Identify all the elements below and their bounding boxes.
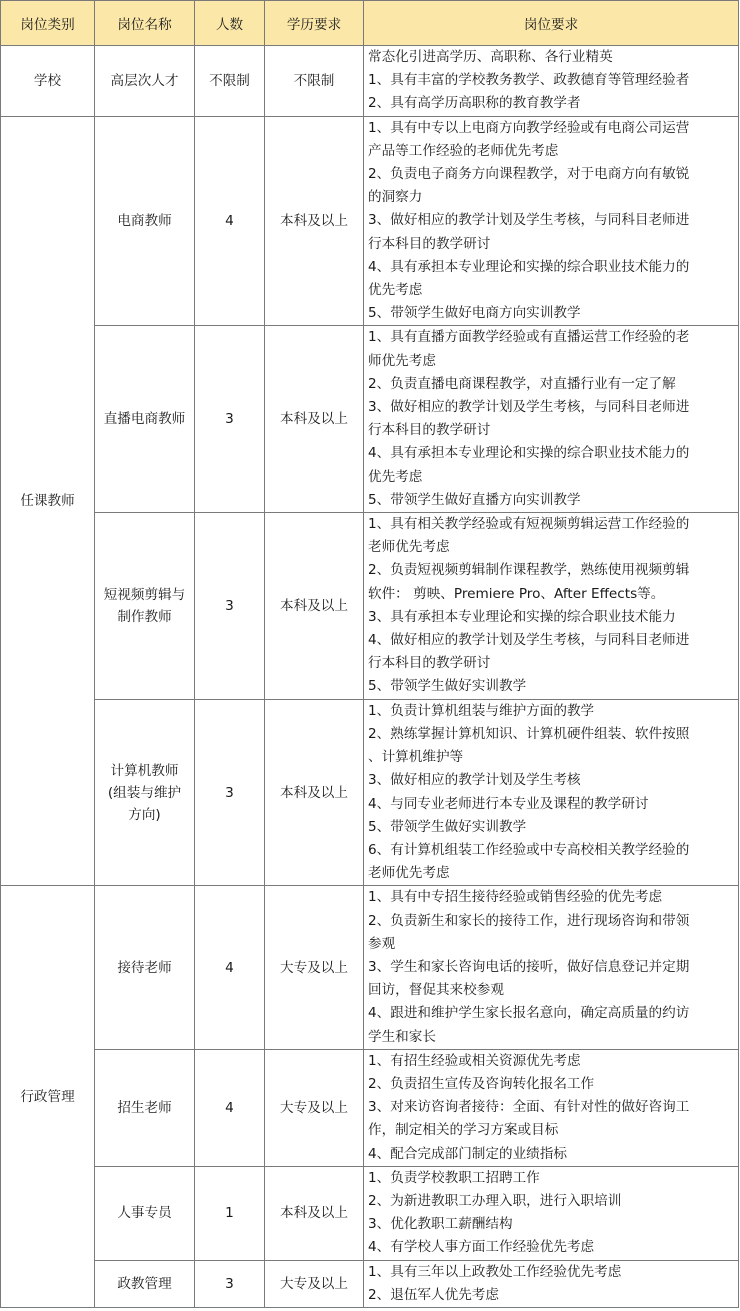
requirement-line: 1、具有中专招生接待经验或销售经验的优先考虑 <box>368 889 663 906</box>
position-name-cell: 政教管理 <box>95 1260 195 1307</box>
category-cell: 学校 <box>1 46 95 117</box>
education-cell: 本科及以上 <box>265 513 364 700</box>
requirement-line: 4、跟进和维护学生家长报名意向，确定高质量的约访 <box>368 1005 690 1022</box>
table-row <box>1 1260 739 1307</box>
requirement-line: 2、退伍军人优先考虑 <box>368 1286 499 1303</box>
requirement-line: 学生和家长 <box>368 1028 436 1045</box>
education-cell: 大专及以上 <box>265 886 364 1049</box>
requirements-cell <box>364 116 739 326</box>
requirement-line: 4、有学校人事方面工作经验优先考虑 <box>368 1239 595 1256</box>
requirement-line: 3、做好相应的教学计划及学生考核 <box>368 772 581 789</box>
requirement-line: 3、具有承担本专业理论和实操的综合职业技术能力 <box>368 608 676 625</box>
requirement-line: 、计算机维护等 <box>368 749 464 766</box>
requirements-cell <box>364 699 739 886</box>
requirements-cell <box>364 513 739 700</box>
position-name-cell: 接待老师 <box>95 886 195 1049</box>
requirement-line: 3、学生和家长咨询电话的接听，做好信息登记并定期 <box>368 958 690 975</box>
position-name-line: 短视频剪辑与 <box>103 586 186 603</box>
table-row <box>1 699 739 886</box>
education-cell: 大专及以上 <box>265 1049 364 1166</box>
requirement-line: 回访，督促其来校参观 <box>368 982 504 999</box>
table-row <box>1 46 739 117</box>
requirements-cell <box>364 1260 739 1307</box>
count-cell: 3 <box>195 1260 265 1307</box>
requirement-line: 4、做好相应的教学计划及学生考核，与同科目老师进 <box>368 632 690 649</box>
requirement-line: 行本科目的教学研讨 <box>368 655 491 672</box>
position-name-line: 制作教师 <box>117 608 172 625</box>
requirement-line: 2、负责招生宣传及咨询转化报名工作 <box>368 1075 595 1092</box>
requirement-line: 4、配合完成部门制定的业绩指标 <box>368 1145 567 1162</box>
requirement-line: 参观 <box>368 935 396 952</box>
count-cell: 3 <box>195 513 265 700</box>
requirement-line: 5、带领学生做好实训教学 <box>368 678 527 695</box>
count-cell: 4 <box>195 886 265 1049</box>
requirement-line: 1、具有相关教学经验或有短视频剪辑运营工作经验的 <box>368 516 690 533</box>
header-education: 学历要求 <box>265 1 364 46</box>
requirement-line: 2、负责新生和家长的接待工作，进行现场咨询和带领 <box>368 912 690 929</box>
requirement-line: 常态化引进高学历、高职称、各行业精英 <box>368 49 613 65</box>
requirements-cell <box>364 326 739 513</box>
position-name-line: 方向) <box>128 806 161 823</box>
requirement-line: 5、带领学生做好电商方向实训教学 <box>368 305 581 322</box>
requirement-line: 5、带领学生做好直播方向实训教学 <box>368 491 581 508</box>
requirement-line: 1、有招生经验或相关资源优先考虑 <box>368 1052 581 1069</box>
requirement-line: 1、具有直播方面教学经验或有直播运营工作经验的老 <box>368 329 690 346</box>
requirement-line: 老师优先考虑 <box>368 539 450 556</box>
requirement-line: 2、负责电子商务方向课程教学，对于电商方向有敏锐 <box>368 166 690 183</box>
requirement-line: 3、做好相应的教学计划及学生考核，与同科目老师进 <box>368 399 690 416</box>
requirements-cell <box>364 886 739 1049</box>
requirement-line: 2、具有高学历高职称的教育教学者 <box>368 95 581 112</box>
requirements-cell <box>364 1049 739 1166</box>
requirement-line: 1、负责学校教职工招聘工作 <box>368 1169 540 1186</box>
requirements-cell <box>364 1166 739 1260</box>
requirement-line: 4、具有承担本专业理论和实操的综合职业技术能力的 <box>368 258 690 275</box>
requirement-line: 2、熟练掌握计算机知识、计算机硬件组装、软件按照 <box>368 725 690 742</box>
requirement-line: 的洞察力 <box>368 189 423 206</box>
header-count: 人数 <box>195 1 265 46</box>
requirement-line: 师优先考虑 <box>368 352 436 369</box>
requirement-line: 行本科目的教学研讨 <box>368 235 491 252</box>
position-name-line: 计算机教师 <box>110 762 179 779</box>
education-cell: 本科及以上 <box>265 699 364 886</box>
education-cell: 不限制 <box>265 46 364 117</box>
table-row <box>1 886 739 1049</box>
requirement-line: 2、负责直播电商课程教学，对直播行业有一定了解 <box>368 375 676 392</box>
category-cell: 任课教师 <box>1 116 95 886</box>
requirement-line: 1、具有中专以上电商方向教学经验或有电商公司运营 <box>368 119 690 136</box>
header-requirements: 岗位要求 <box>364 1 739 46</box>
header-row <box>1 1 739 46</box>
education-cell: 本科及以上 <box>265 116 364 326</box>
requirement-line: 2、为新进教职工办理入职，进行入职培训 <box>368 1192 622 1209</box>
category-cell: 行政管理 <box>1 886 95 1308</box>
requirement-line: 3、做好相应的教学计划及学生考核，与同科目老师进 <box>368 212 690 229</box>
requirement-line: 5、带领学生做好实训教学 <box>368 818 527 835</box>
requirements-cell <box>364 46 739 117</box>
table-row <box>1 1049 739 1166</box>
requirement-line: 3、优化教职工薪酬结构 <box>368 1216 513 1233</box>
count-cell: 4 <box>195 116 265 326</box>
header-category: 岗位类别 <box>1 1 95 46</box>
requirement-line: 作，制定相关的学习方案或目标 <box>368 1122 559 1139</box>
requirement-line: 软件： 剪映、Premiere Pro、After Effects等。 <box>368 585 665 602</box>
requirement-line: 1、具有丰富的学校教务教学、政教德育等管理经验者 <box>368 72 690 89</box>
position-name-line: (组装与维护 <box>107 784 182 801</box>
count-cell: 3 <box>195 699 265 886</box>
education-cell: 大专及以上 <box>265 1260 364 1307</box>
education-cell: 本科及以上 <box>265 1166 364 1260</box>
requirement-line: 行本科目的教学研讨 <box>368 422 491 439</box>
position-name-cell: 电商教师 <box>95 116 195 326</box>
requirement-line: 老师优先考虑 <box>368 865 450 882</box>
position-name-cell <box>95 699 195 886</box>
position-name-cell <box>95 513 195 700</box>
requirement-line: 1、具有三年以上政教处工作经验优先考虑 <box>368 1263 622 1280</box>
count-cell: 1 <box>195 1166 265 1260</box>
requirement-line: 产品等工作经验的老师优先考虑 <box>368 142 559 159</box>
requirement-line: 3、对来访咨询者接待：全面、有针对性的做好咨询工 <box>368 1099 690 1116</box>
requirement-line: 4、与同专业老师进行本专业及课程的教学研讨 <box>368 795 649 812</box>
table-row <box>1 513 739 700</box>
table-row <box>1 116 739 326</box>
requirement-line: 优先考虑 <box>368 468 423 485</box>
count-cell: 4 <box>195 1049 265 1166</box>
header-position: 岗位名称 <box>95 1 195 46</box>
requirement-line: 优先考虑 <box>368 282 423 299</box>
count-cell: 不限制 <box>195 46 265 117</box>
requirement-line: 6、有计算机组装工作经验或中专高校相关教学经验的 <box>368 841 690 858</box>
position-name-cell: 招生老师 <box>95 1049 195 1166</box>
requirement-line: 4、具有承担本专业理论和实操的综合职业技术能力的 <box>368 445 690 462</box>
requirement-line: 2、负责短视频剪辑制作课程教学，熟练使用视频剪辑 <box>368 562 690 579</box>
table-row <box>1 1166 739 1260</box>
count-cell: 3 <box>195 326 265 513</box>
position-name-cell: 直播电商教师 <box>95 326 195 513</box>
position-name-cell: 人事专员 <box>95 1166 195 1260</box>
requirement-line: 1、负责计算机组装与维护方面的教学 <box>368 702 595 719</box>
table-row <box>1 326 739 513</box>
education-cell: 本科及以上 <box>265 326 364 513</box>
position-name-cell: 高层次人才 <box>95 46 195 117</box>
